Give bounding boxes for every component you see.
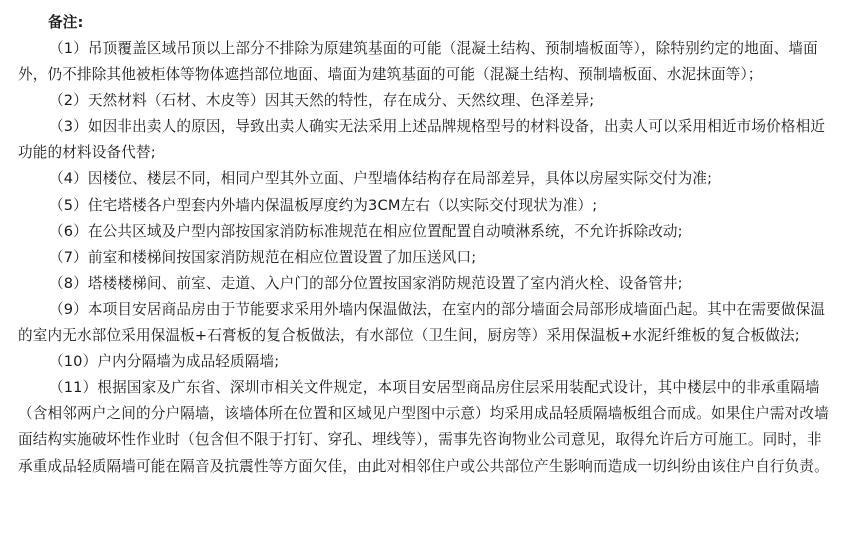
note-item-4: （4）因楼位、楼层不同，相同户型其外立面、户型墙体结构存在局部差异，具体以房屋实际交付为准; bbox=[49, 170, 713, 188]
note-item-3: （3）如因非出卖人的原因，导致出卖人确实无法采用上述品牌规格型号的材料设备，出卖人可以采用相近市场价格相近功能的材料设备代替; bbox=[18, 118, 826, 162]
note-item-6: （6）在公共区域及户型内部按国家消防标准规范在相应位置配置自动喷淋系统，不允许拆除改动; bbox=[49, 222, 683, 240]
note-item-9: （9）本项目安居商品房由于节能要求采用外墙内保温做法，在室内的部分墙面会局部形成墙面凸起。其中在需要做保温的室内无水部位采用保温板+石膏板的复合板做法，有水部位（卫生间，厨房等）采用保温板+水泥纤维板的复合板做法; bbox=[18, 300, 826, 345]
note-item-1: （1）吊顶覆盖区域吊顶以上部分不排除为原建筑基面的可能（混凝土结构、预制墙板面等），除特别约定的地面、墙面外，仍不排除其他被柜体等物体遮挡部位地面、墙面为建筑基面的可能（混凝土结构、预制墙板面、水泥抹面等）； bbox=[18, 40, 818, 84]
note-item-10: （10）户内分隔墙为成品轻质隔墙; bbox=[49, 353, 280, 371]
note-item-11: （11）根据国家及广东省、深圳市相关文件规定，本项目安居型商品房住层采用装配式设计，其中楼层中的非承重隔墙（含相邻两户之间的分户隔墙，该墙体所在位置和区域见户型图中示意）均采用成品轻质隔墙板组合而成。如果住户需对改墙面结构实施破坏性作业时（包含但不限于打钉、穿孔、埋线等），需事先咨询物业公司意见，取得允许后方可施工。同时，非承重成品轻质隔墙可能在隔音及抗震性等方面欠佳，由此对相邻住户或公共部位产生影响而造成一切纠纷由该住户自行负责。 bbox=[18, 379, 829, 475]
notes-heading: 备注: bbox=[48, 14, 84, 31]
note-item-5: （5）住宅塔楼各户型套内外墙内保温板厚度约为3CM左右（以实际交付现状为准）; bbox=[49, 196, 598, 214]
note-item-2: （2）天然材料（石材、木皮等）因其天然的特性，存在成分、天然纹理、色泽差异; bbox=[49, 92, 595, 110]
note-item-8: （8）塔楼楼梯间、前室、走道、入户门的部分位置按国家消防规范设置了室内消火栓、设备管井; bbox=[49, 274, 683, 292]
notes-document bbox=[18, 10, 834, 480]
note-item-7: （7）前室和楼梯间按国家消防规范在相应位置设置了加压送风口; bbox=[49, 248, 477, 266]
